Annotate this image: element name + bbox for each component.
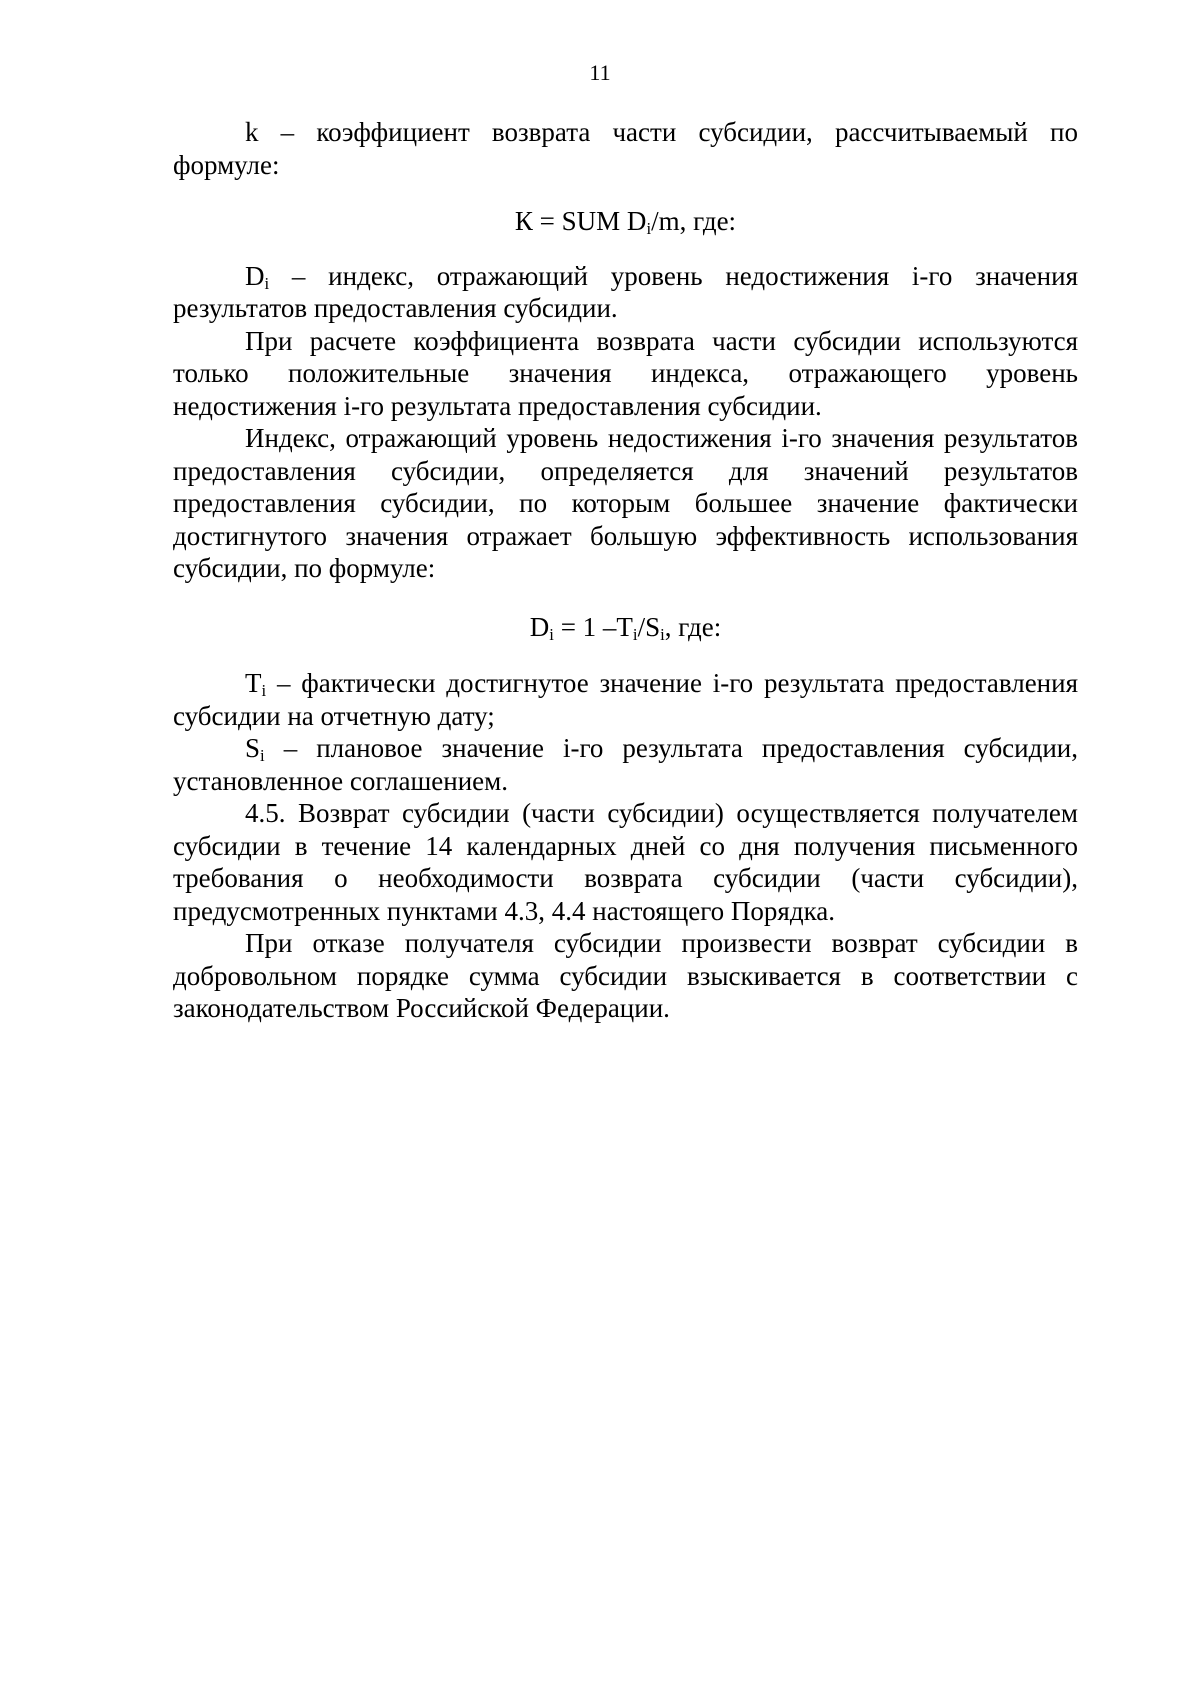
paragraph-section-4-5: 4.5. Возврат субсидии (части субсидии) осуществляется получателем субсидии в течение 14 календарных дней со дня получения письменного требования о необходимости возврата субсидии (части субсидии), предусмотренных пунктами 4.3, 4.4 настоящего Порядка. — [173, 798, 1078, 926]
paragraph-refusal: При отказе получателя субсидии произвести возврат субсидии в добровольном порядке сумма субсидии взыскивается в соответствии с законодательством Российской Федерации. — [173, 928, 1078, 1023]
symbol-s-subscript: i — [260, 746, 265, 766]
formula-k-subscript: i — [646, 219, 652, 239]
formula-d-subscript: i — [549, 624, 554, 644]
paragraph-index-definition-text: – индекс, отражающий уровень недостижения i-го значения результатов предоставления субсидии. — [173, 260, 1078, 323]
document-body — [173, 116, 1078, 1025]
formula-k-left: К = SUM D — [514, 206, 647, 236]
paragraph-index-definition — [173, 260, 1078, 325]
formula-d-right: , где: — [664, 611, 722, 642]
formula-d-equals: = 1 –T — [553, 611, 633, 642]
formula-k-right: /m, где: — [651, 206, 737, 236]
symbol-t-subscript: i — [261, 681, 267, 701]
formula-s-subscript: i — [660, 624, 665, 644]
symbol-d-subscript: i — [264, 273, 270, 293]
symbol-s: S — [245, 733, 261, 763]
paragraph-coefficient-definition: k – коэффициент возврата части субсидии, рассчитываемый по формуле: — [173, 117, 1078, 180]
paragraph-actual-value — [173, 667, 1078, 732]
formula-d — [173, 585, 1078, 668]
formula-k — [173, 181, 1078, 260]
formula-t-subscript: i — [632, 624, 638, 644]
paragraph-index-calculation: Индекс, отражающий уровень недостижения i-го значения результатов предоставления субсидии, определяется для значений результатов предоставления субсидии, по которым большее значение фактически достигнутого значения отражает большую эффективность использования субсидии, по формуле: — [173, 423, 1078, 583]
paragraph-actual-value-text: – фактически достигнутое значение i-го результата предоставления субсидии на отчетную дату; — [173, 668, 1078, 731]
paragraph-planned-value — [173, 732, 1078, 797]
formula-d-symbol: D — [529, 611, 550, 642]
symbol-d: D — [245, 260, 265, 291]
page-number: 11 — [589, 60, 611, 85]
paragraph-positive-values: При расчете коэффициента возврата части субсидии используются только положительные значения индекса, отражающего уровень недостижения i-го результата предоставления субсидии. — [173, 325, 1078, 421]
paragraph-planned-value-text: – плановое значение i-го результата предоставления субсидии, установленное соглашением. — [173, 733, 1078, 796]
formula-d-slash: /S — [637, 611, 661, 642]
symbol-t: T — [245, 668, 262, 698]
